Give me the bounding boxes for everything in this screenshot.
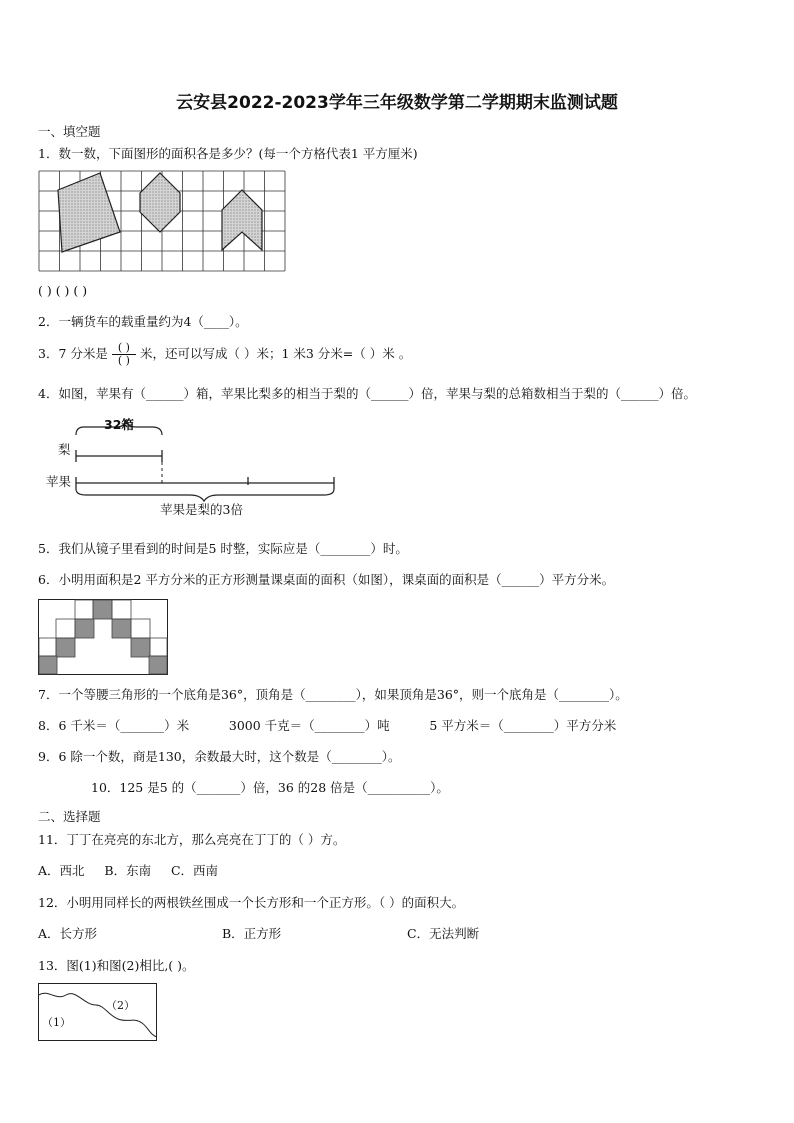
- question-2: 2．一辆货车的载重量约为4（____）。: [38, 314, 248, 329]
- question-4: 4．如图，苹果有（______）箱，苹果比梨多的相当于梨的（______）倍，苹果与梨的总箱数相当于梨的（______）倍。: [38, 386, 696, 401]
- question-5: 5．我们从镜子里看到的时间是5 时整，实际应是（________）时。: [38, 541, 408, 556]
- octagon-shape: [140, 173, 180, 232]
- page-title: 云安县2022-2023学年三年级数学第二学期期末监测试题: [176, 93, 618, 113]
- q13-label-2: （2）: [106, 999, 135, 1012]
- question-7: 7．一个等腰三角形的一个底角是36°，顶角是（________），如果顶角是36°，则一个底角是（________）。: [38, 687, 628, 702]
- q4-label-boxes: 32箱: [104, 417, 134, 432]
- section-heading-fill-blank: 一、填空题: [38, 124, 101, 139]
- question-1: 1．数一数，下面图形的面积各是多少？(每一个方格代表1 平方厘米): [38, 146, 418, 161]
- question-12-option-c: C．无法判断: [407, 926, 480, 941]
- section-heading-choice: 二、选择题: [38, 809, 101, 824]
- question-12-option-a: A．长方形: [38, 926, 98, 941]
- arrow-pentagon-shape: [222, 190, 262, 250]
- question-11: 11．丁丁在亮亮的东北方，那么亮亮在丁丁的（ ）方。: [38, 832, 346, 847]
- q4-label-pear: 梨: [58, 442, 71, 457]
- question-12-option-b: B．正方形: [222, 926, 282, 941]
- question-10: 10．125 是5 的（_______）倍，36 的28 倍是（__________）。: [91, 780, 449, 795]
- tilted-square-shape: [58, 173, 120, 252]
- q1-grid-figure: [38, 170, 286, 272]
- question-1-answers: ( ) ( ) ( ): [38, 283, 88, 298]
- q13-figure: [38, 983, 158, 1041]
- question-12: 12．小明用同样长的两根铁丝围成一个长方形和一个正方形。（ ）的面积大。: [38, 895, 465, 910]
- fraction-denominator: ( ): [117, 354, 130, 367]
- q4-label-ratio: 苹果是梨的3倍: [160, 502, 243, 517]
- fraction-numerator: ( ): [112, 342, 136, 355]
- question-3: [38, 341, 411, 367]
- q6-desk-figure: [38, 599, 168, 675]
- question-8: 8．6 千米＝（_______）米 3000 千克＝（________）吨 5 平方米＝（________）平方分米: [38, 718, 617, 733]
- question-9: 9．6 除一个数，商是130，余数最大时，这个数是（________）。: [38, 749, 401, 764]
- q13-label-1: （1）: [42, 1016, 71, 1029]
- question-3-prefix: 3．7 分米是: [38, 346, 108, 361]
- question-3-fraction: [112, 342, 136, 367]
- question-13: 13．图(1)和图(2)相比,( )。: [38, 958, 195, 973]
- question-11-options: A．西北 B．东南 C．西南: [38, 863, 219, 878]
- question-3-suffix: 米，还可以写成（ ）米；1 米3 分米=（ ）米 。: [139, 346, 412, 361]
- q4-label-apple: 苹果: [46, 474, 72, 489]
- question-6: 6．小明用面积是2 平方分米的正方形测量课桌面的面积（如图），课桌面的面积是（______）平方分米。: [38, 572, 615, 587]
